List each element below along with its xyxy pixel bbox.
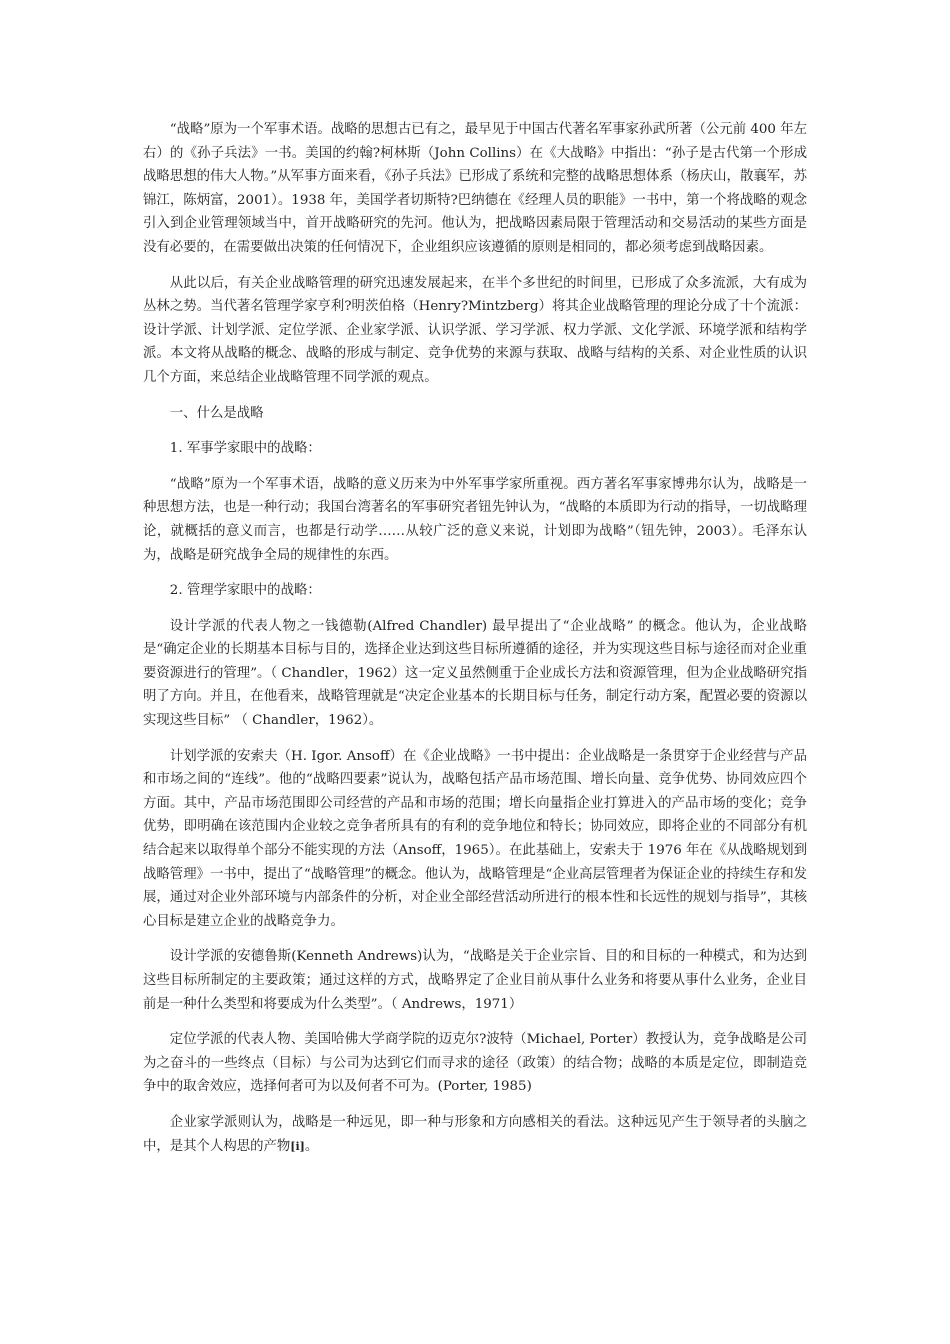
paragraph-entrepreneur [143, 1111, 807, 1158]
paragraph-schools: 从此以后，有关企业战略管理的研究迅速发展起来，在半个多世纪的时间里，已形成了众多流派，大有成为丛林之势。当代著名管理学家亨利?明茨伯格（Henry?Mintzberg）将其企业战略管理的理论分成了十个流派：设计学派、计划学派、定位学派、企业家学派、认识学派、学习学派、权力学派、文化学派、环境学派和结构学派。本文将从战略的概念、战略的形成与制定、竞争优势的来源与获取、战略与结构的关系、对企业性质的认识几个方面，来总结企业战略管理不同学派的观点。 [143, 275, 807, 385]
paragraph-military: “战略”原为一个军事术语，战略的意义历来为中外军事学家所重视。西方著名军事家博弗尔认为，战略是一种思想方法，也是一种行动；我国台湾著名的军事研究者钮先钟认为，“战略的本质即为行动的指导，一切战略理论，就概括的意义而言，也都是行动学……从较广泛的意义来说，计划即为战略”（钮先钟，2003）。毛泽东认为，战略是研究战争全局的规律性的东西。 [143, 476, 807, 563]
paragraph-andrews: 设计学派的安德鲁斯(Kenneth Andrews)认为，“战略是关于企业宗旨、目的和目标的一种模式，和为达到这些目标所制定的主要政策；通过这样的方式，战略界定了企业目前从事什么业务和将要从事什么业务，企业目前是一种什么类型和将要成为什么类型”。（ Andrews，1971） [143, 949, 807, 1012]
subsection-heading-management: 2. 管理学家眼中的战略： [169, 583, 321, 599]
paragraph-ansoff: 计划学派的安索夫（H. Igor. Ansoff）在《企业战略》一书中提出：企业战略是一条贯穿于企业经营与产品和市场之间的“连线”。他的“战略四要素”说认为，战略包括产品市场范围、增长向量、竞争优势、协同效应四个方面。其中，产品市场范围即公司经营的产品和市场的范围；增长向量指企业打算进入的产品市场的变化；竞争优势，即明确在该范围内企业较之竞争者所具有的有利的竞争地位和特长；协同效应，即将企业的不同部分有机结合起来以取得单个部分不能实现的方法（Ansoff，1965）。在此基础上，安索夫于 1976 年在《从战略规划到战略管理》一书中，提出了“战略管理”的概念。他认为，战略管理是“企业高层管理者为保证企业的持续生存和发展，通过对企业外部环境与内部条件的分析，对企业全部经营活动所进行的根本性和长远性的规划与指导”，其核心目标是建立企业的战略竞争力。 [143, 748, 807, 929]
section-heading: 一、什么是战略 [169, 405, 264, 421]
paragraph-entrepreneur-text: 企业家学派则认为，战略是一种远见，即一种与形象和方向感相关的看法。这种远见产生于领导者的头脑之中，是其个人构思的产物 [143, 1114, 807, 1154]
paragraph-porter: 定位学派的代表人物、美国哈佛大学商学院的迈克尔?波特（Michael, Porter）教授认为，竞争战略是公司为之奋斗的一些终点（目标）与公司为达到它们而寻求的途径（政策）的结合物；战略的本质是定位，即制造竞争中的取舍效应，选择何者可为以及何者不可为。(Porter, 1985) [143, 1032, 807, 1095]
subsection-heading-military: 1. 军事学家眼中的战略： [169, 441, 321, 457]
footnote-link[interactable]: [i] [290, 1139, 305, 1153]
final-period: 。 [304, 1138, 319, 1154]
document-body [143, 118, 807, 1170]
paragraph-intro: “战略”原为一个军事术语。战略的思想古已有之，最早见于中国古代著名军事家孙武所著（公元前 400 年左右）的《孙子兵法》一书。美国的约翰?柯林斯（John Collins）在《大战略》中指出：“孙子是古代第一个形成战略思想的伟大人物。”从军事方面来看，《孙子兵法》已形成了系统和完整的战略思想体系（杨庆山，散襄军，苏锦江，陈炳富，2001）。1938 年，美国学者切斯特?巴纳德在《经理人员的职能》一书中，第一个将战略的观念引入到企业管理领域当中，首开战略研究的先河。他认为，把战略因素局限于管理活动和交易活动的某些方面是没有必要的，在需要做出决策的任何情况下，企业组织应该遵循的原则是相同的，都必须考虑到战略因素。 [143, 122, 807, 255]
paragraph-chandler: 设计学派的代表人物之一钱德勒(Alfred Chandler) 最早提出了“企业战略” 的概念。他认为，企业战略是“确定企业的长期基本目标与目的，选择企业达到这些目标所遵循的途径，并为实现这些目标与途径而对企业重要资源进行的管理”。（ Chandler，1962）这一定义虽然侧重于企业成长方法和资源管理，但为企业战略研究指明了方向。并且，在他看来，战略管理就是“决定企业基本的长期目标与任务，制定行动方案，配置必要的资源以实现这些目标” （ Chandler，1962）。 [143, 618, 807, 729]
